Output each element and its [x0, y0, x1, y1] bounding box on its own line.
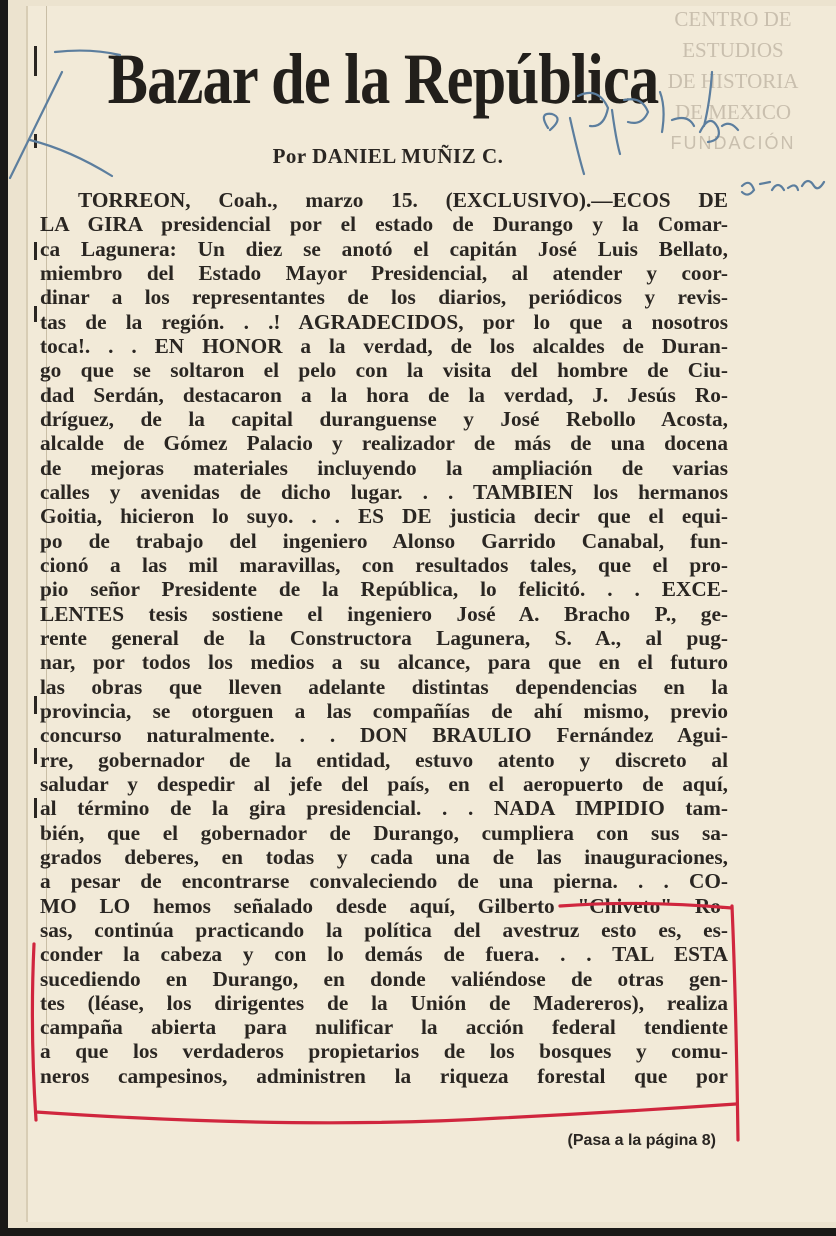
stamp-line: DE HISTORIA [667, 69, 799, 93]
article-line: sucediendo en Durango, en donde valiéndose de otras gen- [40, 966, 728, 991]
article-line: provincia, se otorguen a las compañías de ahí mismo, previo [40, 698, 728, 723]
column-headline: Bazar de la República [107, 39, 659, 119]
article-line: po de trabajo del ingeniero Alonso Garrido Canabal, fun- [40, 528, 728, 553]
archive-stamp-watermark [648, 4, 818, 159]
article-line: LENTES tesis sostiene el ingeniero José A. Bracho P., ge- [40, 601, 728, 626]
article-line: alcalde de Gómez Palacio y realizador de más de una docena [40, 431, 728, 456]
article-line: neros campesinos, administren la riqueza forestal que por [40, 1063, 728, 1088]
stamp-line: ESTUDIOS [682, 38, 784, 62]
article-line: calles y avenidas de dicho lugar. . . TAMBIEN los hermanos [40, 479, 728, 504]
article-line: saludar y despedir al jefe del país, en el aeropuerto de aquí, [40, 771, 728, 796]
article-line: tes (léase, los dirigentes de la Unión de Madereros), realiza [40, 990, 728, 1015]
byline: Por DANIEL MUÑIZ C. [272, 144, 504, 168]
stamp-line: DE MEXICO [674, 100, 792, 124]
article-line: grados deberes, en todas y cada una de las inauguraciones, [40, 844, 728, 869]
article-line: ca Lagunera: Un diez se anotó el capitán José Luis Bellato, [40, 236, 728, 261]
article-line: miembro del Estado Mayor Presidencial, al atender y coor- [40, 260, 728, 285]
article-line: a que los verdaderos propietarios de los bosques y comu- [40, 1039, 728, 1064]
article-line: pio señor Presidente de la República, lo felicitó. . . EXCE- [40, 577, 728, 602]
article-line: LA GIRA presidencial por el estado de Durango y la Comar- [40, 212, 728, 237]
stamp-line: CENTRO DE [674, 7, 792, 31]
stamp-line: FUNDACIÓN [670, 133, 796, 153]
article-body [40, 188, 728, 1088]
article-line: campaña abierta para nulificar la acción federal tendiente [40, 1015, 728, 1040]
article-line: Goitia, hicieron lo suyo. . . ES DE justicia decir que el equi- [40, 504, 728, 529]
article-line: sas, continúa practicando la política del avestruz esto es, es- [40, 917, 728, 942]
article-line: tas de la región. . .! AGRADECIDOS, por lo que a nosotros [40, 309, 728, 334]
article-line: las obras que lleven adelante distintas dependencias en la [40, 674, 728, 699]
article-line: dríguez, de la capital duranguense y José Rebollo Acosta, [40, 406, 728, 431]
article-line: cionó a las mil maravillas, con resultados tales, que el pro- [40, 552, 728, 577]
article-line: go que se soltaron el pelo con la visita del hombre de Ciu- [40, 358, 728, 383]
article-line: a pesar de encontrarse convaleciendo de una pierna. . . CO- [40, 869, 728, 894]
article-line: toca!. . . EN HONOR a la verdad, de los alcaldes de Duran- [40, 333, 728, 358]
article-line: rre, gobernador de la entidad, estuvo atento y discreto al [40, 747, 728, 772]
scanned-page [8, 0, 836, 1228]
continuation-note: (Pasa a la página 8) [567, 1132, 716, 1149]
article-line: TORREON, Coah., marzo 15. (EXCLUSIVO).—ECOS DE [78, 188, 728, 212]
article-line: de mejoras materiales incluyendo la ampliación de varias [40, 455, 728, 480]
article-line: al término de la gira presidencial. . . NADA IMPIDIO tam- [40, 796, 728, 821]
article-line: rente general de la Constructora Lagunera, S. A., al pug- [40, 625, 728, 650]
article-line: dad Serdán, destacaron a la hora de la verdad, J. Jesús Ro- [40, 382, 728, 407]
article-line: bién, que el gobernador de Durango, cumpliera con sus sa- [40, 820, 728, 845]
article-line: MO LO hemos señalado desde aquí, Gilberto "Chiveto" Ro- [40, 893, 728, 918]
article-line: dinar a los representantes de los diarios, periódicos y revis- [40, 285, 728, 310]
article-line: conder la cabeza y con lo demás de fuera. . . TAL ESTA [40, 942, 728, 967]
newspaper-clipping [28, 6, 836, 1222]
article-line: concurso naturalmente. . . DON BRAULIO Fernández Agui- [40, 723, 728, 748]
article-line: nar, por todos los medios a su alcance, para que en el futuro [40, 650, 728, 675]
